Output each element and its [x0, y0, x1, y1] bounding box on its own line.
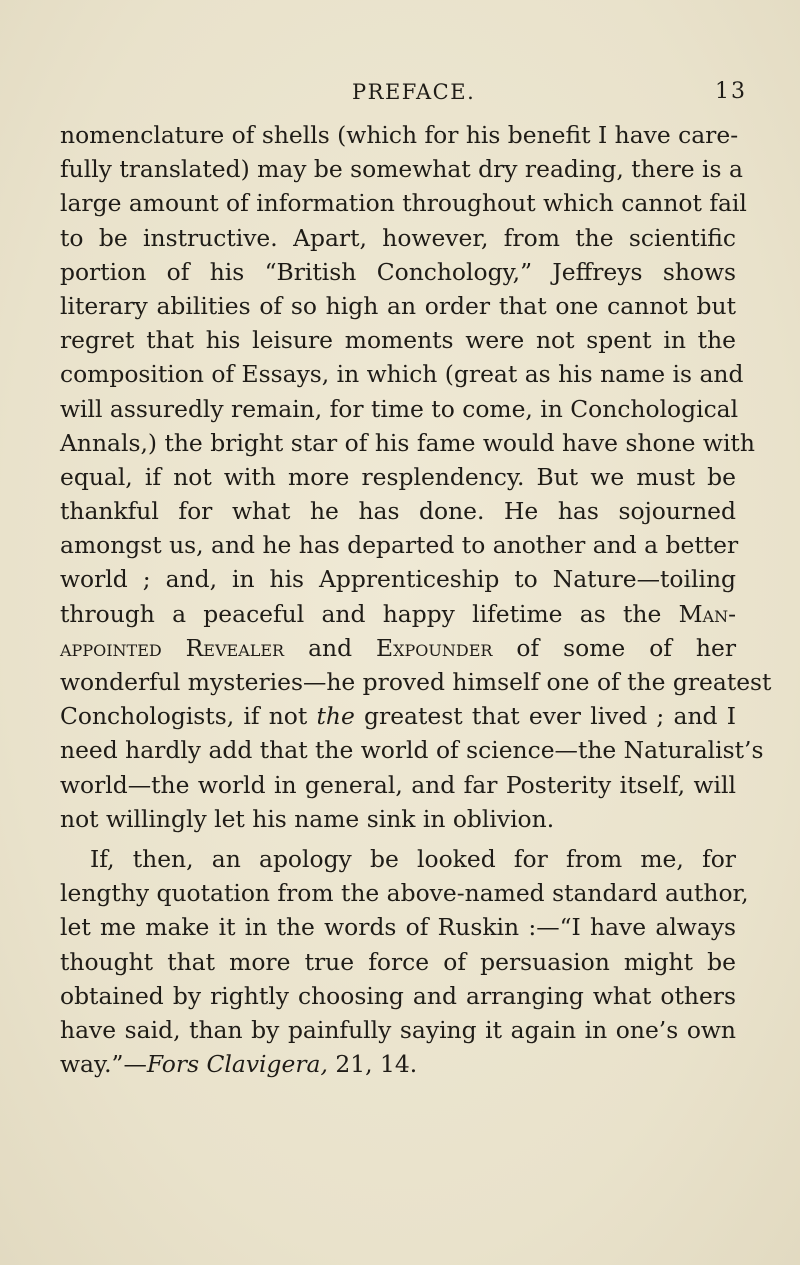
text-segment: composition of Essays, in which (great as his name is and — [60, 360, 744, 389]
text-segment: need hardly add that the world of science—the Naturalist’s — [60, 736, 764, 765]
text-segment: 21, 14. — [327, 1050, 418, 1079]
text-line — [60, 597, 736, 631]
text-segment: Conchologists, if not — [60, 702, 317, 731]
text-line — [60, 733, 764, 767]
text-line — [60, 945, 736, 979]
text-segment: greatest that ever lived ; and I — [354, 702, 736, 731]
text-line — [60, 1047, 736, 1081]
text-segment: thankful for what he has done. He has sojourned — [60, 497, 736, 526]
paragraph — [60, 836, 749, 1081]
text-segment: will assuredly remain, for time to come, in Conchological — [60, 394, 739, 423]
text-line — [60, 494, 736, 528]
text-segment: world—the world in general, and far Posterity itself, will — [60, 770, 736, 799]
body-text — [60, 118, 772, 1081]
text-line — [60, 665, 772, 699]
text-line — [60, 460, 736, 494]
italic-text: Fors Clavigera, — [146, 1050, 328, 1079]
small-caps-text: appointed Revealer — [60, 633, 285, 662]
text-segment: nomenclature of shells (which for his benefit I have care- — [60, 121, 739, 149]
text-segment: amongst us, and he has departed to another and a better — [60, 531, 739, 560]
text-line — [60, 631, 736, 665]
text-segment: portion of his “British Conchology,” Jeffreys shows — [60, 257, 736, 286]
text-segment: large amount of information throughout which cannot fail — [60, 189, 747, 218]
running-title: PREFACE. — [352, 80, 476, 104]
text-segment: have said, than by painfully saying it again in one’s own — [60, 1015, 736, 1044]
text-segment: way.”— — [60, 1050, 147, 1079]
text-line — [60, 876, 749, 910]
text-segment: of some of her — [492, 633, 736, 662]
text-line — [60, 528, 739, 562]
text-segment: let me make it in the words of Ruskin :—“I have always — [60, 913, 736, 942]
text-segment: world ; and, in his Apprenticeship to Nature—toiling — [60, 565, 736, 594]
italic-text: the — [316, 702, 355, 731]
text-line — [60, 426, 755, 460]
text-segment: fully translated) may be somewhat dry reading, there is a — [60, 155, 743, 184]
text-line — [60, 392, 739, 426]
text-segment: Annals,) the bright star of his fame would have shone with — [60, 428, 755, 457]
text-line — [60, 221, 736, 255]
running-head — [0, 78, 800, 108]
text-line — [60, 186, 747, 220]
text-line — [60, 323, 736, 357]
text-line — [60, 562, 736, 596]
text-line — [60, 152, 743, 186]
text-segment: equal, if not with more resplendency. But we must be — [60, 462, 736, 491]
text-segment: thought that more true force of persuasion might be — [60, 947, 736, 976]
text-segment: not willingly let his name sink in oblivion. — [60, 804, 555, 833]
paragraph — [60, 118, 772, 836]
text-line — [60, 768, 736, 802]
text-line — [60, 979, 736, 1013]
text-line — [60, 118, 739, 152]
text-line — [60, 1013, 736, 1047]
small-caps-text: Man- — [678, 599, 736, 628]
text-segment: literary abilities of so high an order that one cannot but — [60, 291, 736, 320]
text-segment: lengthy quotation from the above-named standard author, — [60, 879, 749, 908]
text-segment: obtained by rightly choosing and arranging what others — [60, 981, 736, 1010]
text-line — [60, 842, 736, 876]
small-caps-text: Expounder — [376, 633, 493, 662]
text-line — [60, 910, 736, 944]
text-segment: If, then, an apology be looked for from me, for — [90, 844, 736, 873]
text-line — [60, 357, 744, 391]
page-number: 13 — [715, 79, 747, 104]
text-segment: through a peaceful and happy lifetime as the — [60, 599, 679, 628]
text-segment: regret that his leisure moments were not spent in the — [60, 326, 736, 355]
text-line — [60, 699, 736, 733]
text-line — [60, 255, 736, 289]
text-segment: to be instructive. Apart, however, from the scientific — [60, 223, 736, 252]
text-line — [60, 289, 736, 323]
text-segment: wonderful mysteries—he proved himself one of the greatest — [60, 668, 772, 696]
text-segment: and — [284, 633, 377, 662]
text-line — [60, 802, 736, 836]
